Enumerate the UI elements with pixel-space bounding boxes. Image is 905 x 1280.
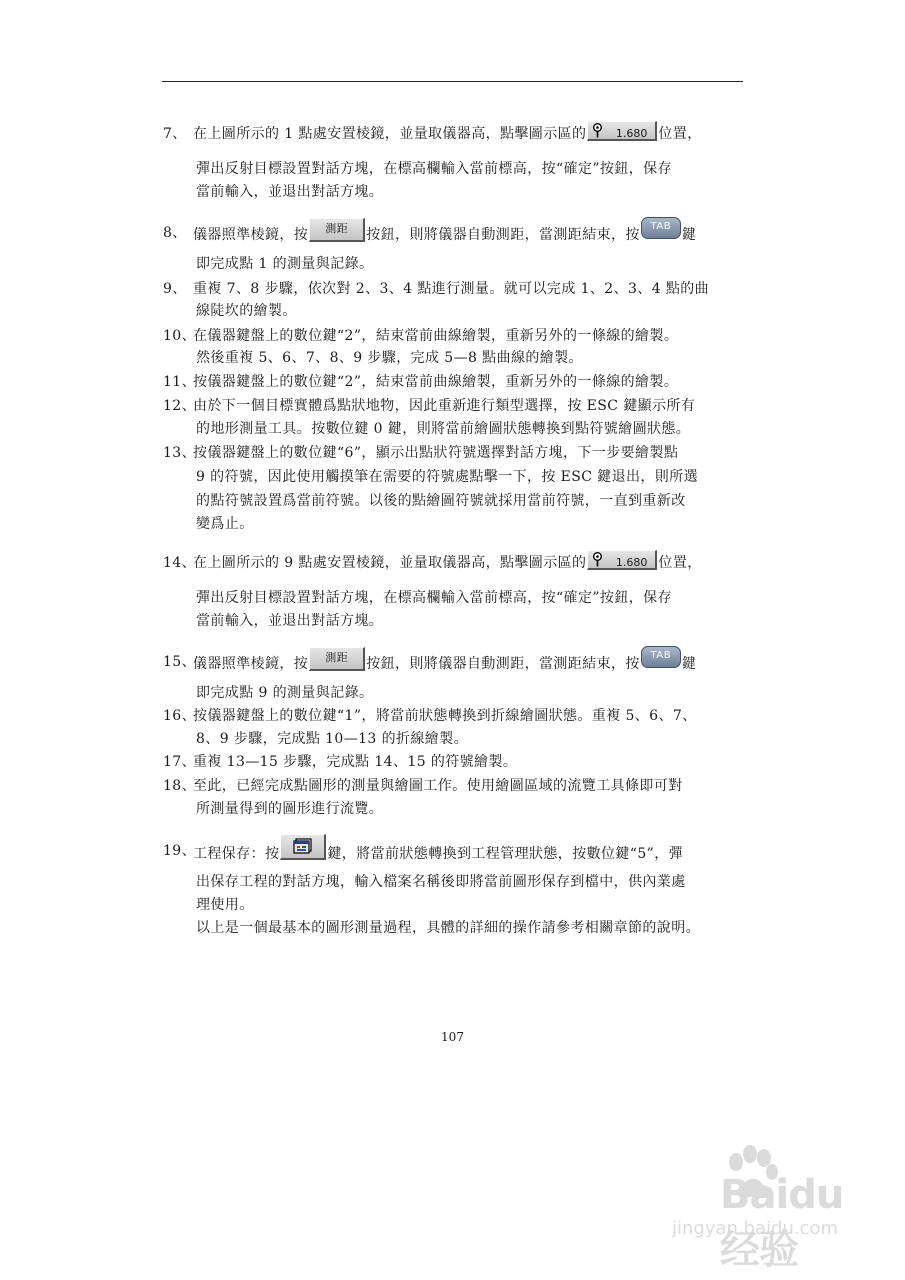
- item-number: 9、: [163, 281, 187, 297]
- item-text-line: 即完成點 1 的測量與記錄。: [196, 256, 374, 272]
- item-text-line: 的點符號設置爲當前符號。以後的點繪圖符號就採用當前符號，一直到重新改: [196, 493, 686, 509]
- item-text-line: 重複 7、8 步驟，依次對 2、3、4 點進行測量。就可以完成 1、2、3、4 點的曲: [193, 281, 710, 297]
- item-text-line: 9 的符號，因此使用觸摸筆在需要的符號處點擊一下，按 ESC 鍵退出，則所選: [196, 469, 698, 485]
- position-button[interactable]: [587, 121, 657, 141]
- item-number: 10、: [163, 328, 197, 344]
- map-pin-icon: [592, 123, 603, 138]
- project-manager-icon: [293, 838, 313, 855]
- item-text-line: 按儀器鍵盤上的數位鍵“1”，將當前狀態轉換到折線繪圖狀態。重複 5、6、7、: [193, 708, 697, 724]
- item-number: 15、: [163, 654, 197, 670]
- item-text-line: [193, 553, 702, 573]
- item-text-line: 彈出反射目標設置對話方塊，在標高欄輸入當前標高，按“確定”按鈕，保存: [196, 590, 672, 606]
- item-number: 8、: [163, 225, 187, 241]
- text-segment: 位置，: [658, 555, 702, 571]
- item-text-line: 當前輸入，並退出對話方塊。: [196, 184, 384, 200]
- item-text-line: 在儀器鍵盤上的數位鍵“2”，結束當前曲線繪製，重新另外的一條線的繪製。: [193, 328, 679, 344]
- item-text-line: 按儀器鍵盤上的數位鍵“6”，顯示出點狀符號選擇對話方塊，下一步要繪製點: [193, 445, 679, 461]
- text-segment: 在上圖所示的 9 點處安置棱鏡，並量取儀器高，點擊圖示區的: [193, 555, 587, 571]
- item-number: 7、: [163, 126, 187, 142]
- closing-paragraph: 以上是一個最基本的圖形測量過程，具體的詳細的操作請參考相關章節的說明。: [196, 920, 700, 936]
- text-segment: 在上圖所示的 1 點處安置棱鏡，並量取儀器高，點擊圖示區的: [193, 126, 587, 142]
- watermark-brand: Baidu 经验: [720, 1172, 844, 1273]
- item-text-line: 按儀器鍵盤上的數位鍵“2”，結束當前曲線繪製，重新另外的一條線的繪製。: [193, 374, 679, 390]
- item-text-line: 的地形測量工具。按數位鍵 0 鍵，則將當前繪圖狀態轉換到點符號繪圖狀態。: [196, 421, 691, 437]
- item-text-line: 線陡坎的繪製。: [196, 303, 297, 319]
- ranging-button[interactable]: 測距: [309, 647, 365, 671]
- position-value: 1.680: [615, 556, 648, 569]
- text-segment: 按鈕，則將儀器自動測距，當測距結束，按: [366, 227, 640, 243]
- item-text-line: 變爲止。: [196, 516, 254, 532]
- item-number: 16、: [163, 708, 197, 724]
- item-text-line: [193, 841, 683, 867]
- text-segment: 儀器照準棱鏡，按: [193, 227, 309, 243]
- item-text-line: 8、9 步驟，完成點 10—13 的折線繪製。: [196, 731, 468, 747]
- item-number: 17、: [163, 754, 197, 770]
- item-text-line: 當前輸入，並退出對話方塊。: [196, 613, 384, 629]
- item-text-line: [193, 124, 702, 144]
- item-text-line: 彈出反射目標設置對話方塊，在標高欄輸入當前標高，按“確定”按鈕，保存: [196, 161, 672, 177]
- page-number: 107: [441, 1030, 464, 1044]
- item-text-line: 由於下一個目標實體爲點狀地物，因此重新進行類型選擇，按 ESC 鍵顯示所有: [193, 398, 696, 414]
- text-segment: 鍵: [681, 656, 697, 672]
- text-segment: 鍵，將當前狀態轉換到工程管理狀態，按數位鍵“5”，彈: [327, 846, 684, 862]
- position-value: 1.680: [615, 127, 648, 140]
- item-text-line: 所測量得到的圖形進行流覽。: [196, 801, 384, 817]
- item-text-line: [193, 652, 696, 676]
- text-segment: 位置，: [658, 126, 702, 142]
- tab-key-button[interactable]: TAB: [641, 217, 681, 239]
- item-text-line: 然後重複 5、6、7、8、9 步驟，完成 5—8 點曲線的繪製。: [196, 350, 583, 366]
- item-text-line: [193, 223, 696, 247]
- item-text-line: 即完成點 9 的測量與記錄。: [196, 685, 374, 701]
- map-pin-icon: [592, 552, 603, 567]
- position-button[interactable]: [587, 550, 657, 570]
- project-manager-button[interactable]: [280, 834, 326, 860]
- text-segment: 工程保存：按: [193, 846, 280, 862]
- watermark-url: jingyan.baidu.com: [671, 1218, 839, 1239]
- header-rule: [162, 81, 743, 82]
- item-number: 19、: [163, 843, 197, 859]
- item-text-line: 至此，已經完成點圖形的測量與繪圖工作。使用繪圖區域的流覽工具條即可對: [193, 778, 683, 794]
- item-text-line: 出保存工程的對話方塊，輸入檔案名稱後即將當前圖形保存到檔中，供內業處: [196, 874, 686, 890]
- text-segment: 按鈕，則將儀器自動測距，當測距結束，按: [366, 656, 640, 672]
- item-text-line: 重複 13—15 步驟，完成點 14、15 的符號繪製。: [193, 754, 518, 770]
- baidu-watermark: [650, 1142, 860, 1273]
- item-number: 13、: [163, 445, 197, 461]
- ranging-button[interactable]: 測距: [309, 218, 365, 242]
- text-segment: 鍵: [681, 227, 697, 243]
- item-number: 14、: [163, 555, 197, 571]
- item-number: 11、: [163, 374, 197, 390]
- item-number: 18、: [163, 778, 197, 794]
- text-segment: 儀器照準棱鏡，按: [193, 656, 309, 672]
- item-number: 12、: [163, 398, 197, 414]
- item-text-line: 理使用。: [196, 897, 254, 913]
- tab-key-button[interactable]: TAB: [641, 646, 681, 668]
